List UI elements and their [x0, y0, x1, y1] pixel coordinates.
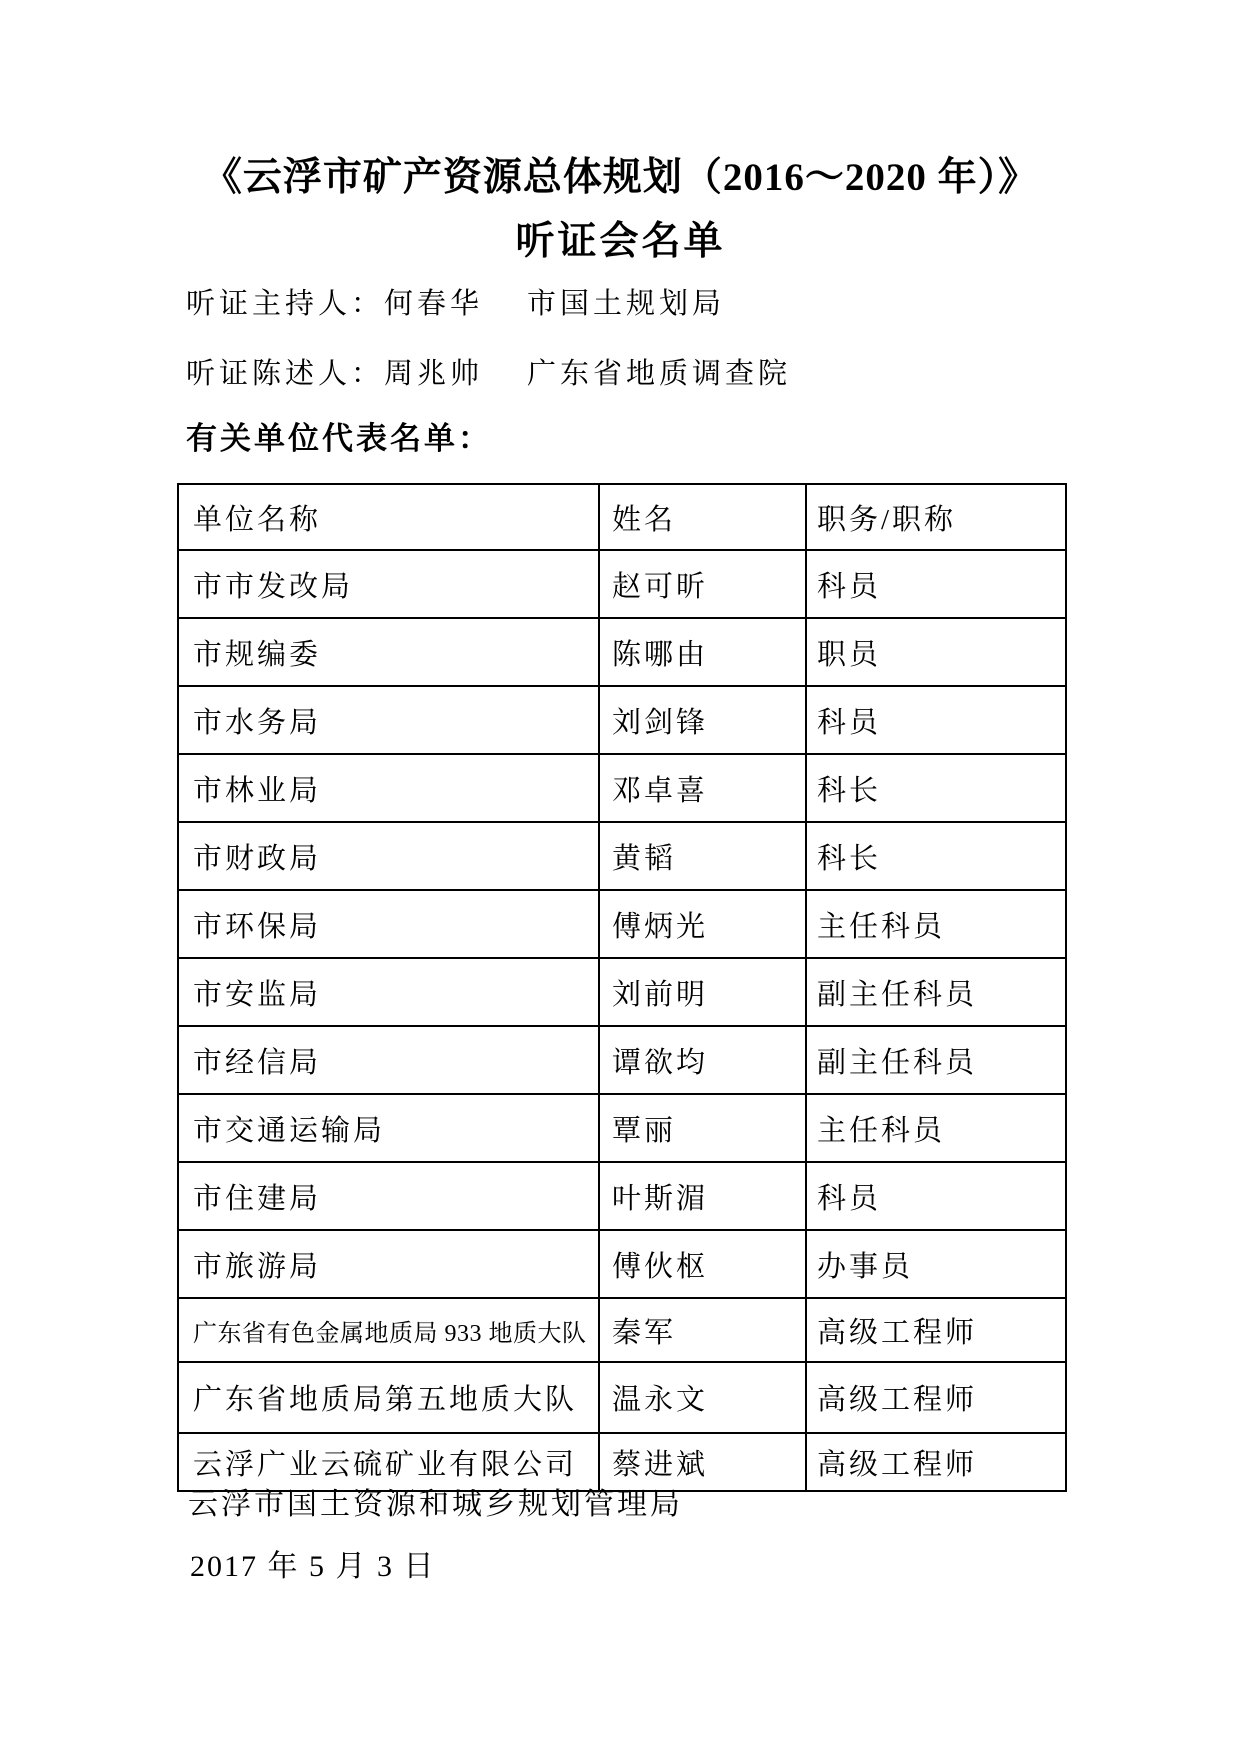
name-cell: 傅炳光: [599, 890, 806, 958]
table-row: [178, 1026, 1066, 1094]
table-row: [178, 822, 1066, 890]
name-cell: 覃丽: [599, 1094, 806, 1162]
unit-cell: 市住建局: [178, 1162, 599, 1230]
table-row: [178, 550, 1066, 618]
name-cell: 刘剑锋: [599, 686, 806, 754]
title-cell: 科员: [806, 550, 1066, 618]
hearing-presenter-label: 听证陈述人：: [186, 358, 385, 390]
unit-cell: 市规编委: [178, 618, 599, 686]
unit-cell: 广东省有色金属地质局 933 地质大队: [178, 1298, 599, 1362]
name-cell: 刘前明: [599, 958, 806, 1026]
title-cell: 副主任科员: [806, 958, 1066, 1026]
table-row: [178, 618, 1066, 686]
header-name: 姓名: [599, 484, 806, 550]
hearing-host-name: 何春华: [384, 288, 484, 320]
name-cell: 邓卓喜: [599, 754, 806, 822]
table-row: [178, 1230, 1066, 1298]
name-cell: 谭欲均: [599, 1026, 806, 1094]
table-row: [178, 1162, 1066, 1230]
issuing-organization: 云浮市国土资源和城乡规划管理局: [188, 1488, 683, 1521]
unit-cell: 市水务局: [178, 686, 599, 754]
table-row: [178, 754, 1066, 822]
unit-cell: 市环保局: [178, 890, 599, 958]
title-cell: 科员: [806, 686, 1066, 754]
title-cell: 主任科员: [806, 1094, 1066, 1162]
table-row: [178, 958, 1066, 1026]
hearing-host-org: 市国土规划局: [527, 288, 726, 320]
representatives-table: [177, 483, 1067, 1492]
name-cell: 秦军: [599, 1298, 806, 1362]
table-row: [178, 1298, 1066, 1362]
title-cell: 主任科员: [806, 890, 1066, 958]
unit-cell: 广东省地质局第五地质大队: [178, 1362, 599, 1433]
unit-cell: 市经信局: [178, 1026, 599, 1094]
hearing-presenter-name: 周兆帅: [384, 358, 484, 390]
table-row: [178, 1362, 1066, 1433]
name-cell: 黄韬: [599, 822, 806, 890]
unit-cell: 市林业局: [178, 754, 599, 822]
header-unit: 单位名称: [178, 484, 599, 550]
hearing-presenter-org: 广东省地质调查院: [527, 358, 792, 390]
unit-cell: 市安监局: [178, 958, 599, 1026]
hearing-host-label: 听证主持人：: [186, 288, 385, 320]
name-cell: 赵可昕: [599, 550, 806, 618]
title-cell: 科长: [806, 822, 1066, 890]
document-date: 2017 年 5 月 3 日: [190, 1550, 436, 1583]
name-cell: 傅伙枢: [599, 1230, 806, 1298]
header-title: 职务/职称: [806, 484, 1066, 550]
hearing-presenter-line: [186, 358, 791, 391]
unit-cell: 市旅游局: [178, 1230, 599, 1298]
title-cell: 科员: [806, 1162, 1066, 1230]
table-row: [178, 1094, 1066, 1162]
title-cell: 职员: [806, 618, 1066, 686]
title-cell: 高级工程师: [806, 1298, 1066, 1362]
unit-cell: 市市发改局: [178, 550, 599, 618]
hearing-host-line: [186, 288, 725, 321]
name-cell: 陈哪由: [599, 618, 806, 686]
title-cell: 副主任科员: [806, 1026, 1066, 1094]
section-heading: 有关单位代表名单：: [186, 421, 492, 456]
document-title: 《云浮市矿产资源总体规划（2016～2020 年）》: [202, 156, 1039, 199]
title-cell: 办事员: [806, 1230, 1066, 1298]
table-row: [178, 1433, 1066, 1491]
unit-cell: 云浮广业云硫矿业有限公司: [178, 1433, 599, 1491]
name-cell: 蔡进斌: [599, 1433, 806, 1491]
title-cell: 高级工程师: [806, 1362, 1066, 1433]
document-subtitle: 听证会名单: [515, 220, 726, 263]
unit-cell: 市交通运输局: [178, 1094, 599, 1162]
table-row: [178, 686, 1066, 754]
name-cell: 温永文: [599, 1362, 806, 1433]
table-header-row: [178, 484, 1066, 550]
title-cell: 科长: [806, 754, 1066, 822]
unit-cell: 市财政局: [178, 822, 599, 890]
title-cell: 高级工程师: [806, 1433, 1066, 1491]
table-row: [178, 890, 1066, 958]
name-cell: 叶斯湄: [599, 1162, 806, 1230]
